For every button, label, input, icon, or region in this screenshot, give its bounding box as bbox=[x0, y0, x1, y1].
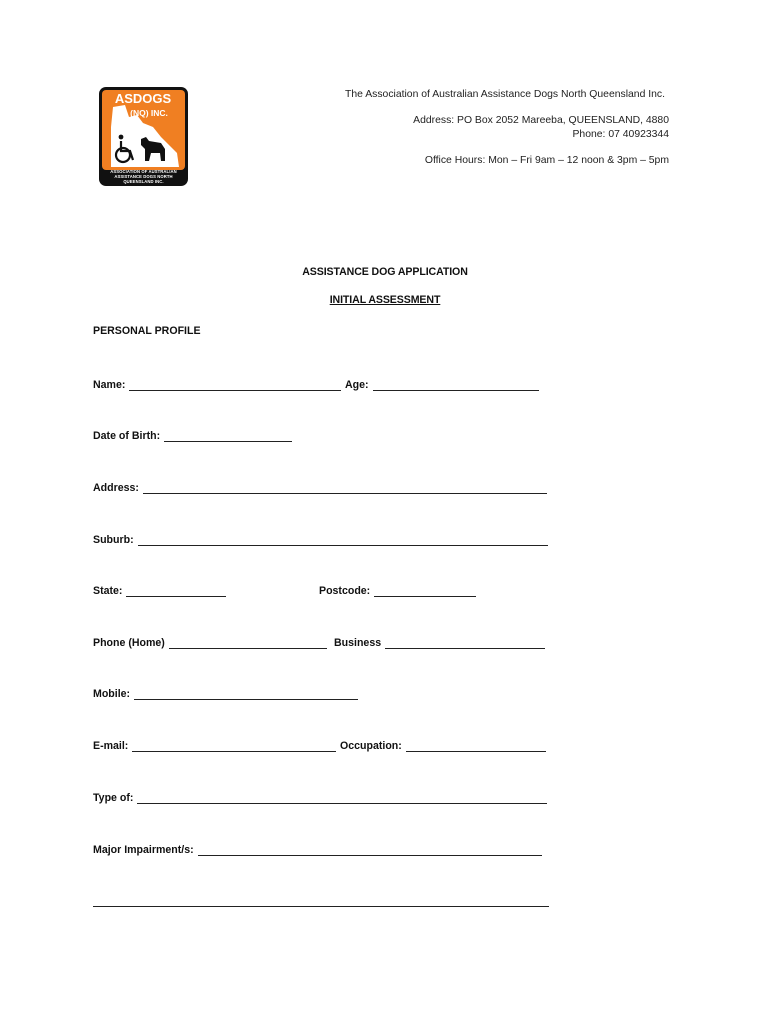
form-subtitle: INITIAL ASSESSMENT bbox=[329, 294, 441, 306]
suburb-input-line[interactable] bbox=[138, 534, 548, 546]
dob-label: Date of Birth: bbox=[93, 430, 161, 442]
phone-home-label: Phone (Home) bbox=[93, 637, 165, 649]
address-field[interactable] bbox=[93, 482, 547, 494]
type-of-label: Type of: bbox=[93, 792, 134, 804]
age-input-line[interactable] bbox=[373, 379, 539, 391]
org-phone: Phone: 07 40923344 bbox=[572, 129, 669, 140]
phone-home-input-line[interactable] bbox=[169, 637, 327, 649]
dob-input-line[interactable] bbox=[164, 430, 292, 442]
state-input-line[interactable] bbox=[126, 585, 226, 597]
name-label: Name: bbox=[93, 379, 126, 391]
impairment-extra-field[interactable] bbox=[93, 895, 549, 907]
occupation-input-line[interactable] bbox=[406, 740, 546, 752]
mobile-label: Mobile: bbox=[93, 688, 131, 700]
postcode-input-line[interactable] bbox=[374, 585, 476, 597]
impairment-label: Major Impairment/s: bbox=[93, 844, 194, 856]
occupation-field[interactable] bbox=[340, 740, 546, 752]
suburb-field[interactable] bbox=[93, 534, 548, 546]
impairment-field[interactable] bbox=[93, 844, 542, 856]
state-field[interactable] bbox=[93, 585, 226, 597]
type-of-input-line[interactable] bbox=[137, 792, 547, 804]
office-hours: Office Hours: Mon – Fri 9am – 12 noon & 3pm – 5pm bbox=[424, 155, 669, 166]
address-input-line[interactable] bbox=[143, 482, 547, 494]
form-title: ASSISTANCE DOG APPLICATION bbox=[302, 266, 468, 278]
impairment-extra-line[interactable] bbox=[93, 895, 549, 907]
impairment-input-line[interactable] bbox=[198, 844, 542, 856]
mobile-input-line[interactable] bbox=[134, 688, 358, 700]
mobile-field[interactable] bbox=[93, 688, 358, 700]
postcode-label: Postcode: bbox=[319, 585, 371, 597]
logo-footer: ASSOCIATION OF AUSTRALIAN ASSISTANCE DOGS NORTH QUEENSLAND INC. bbox=[110, 169, 177, 184]
phone-home-field[interactable] bbox=[93, 637, 327, 649]
business-input-line[interactable] bbox=[385, 637, 545, 649]
section-heading: PERSONAL PROFILE bbox=[93, 325, 201, 337]
postcode-field[interactable] bbox=[319, 585, 476, 597]
occupation-label: Occupation: bbox=[340, 740, 402, 752]
org-name: The Association of Australian Assistance Dogs North Queensland Inc. bbox=[345, 89, 665, 100]
asdogs-logo bbox=[99, 87, 188, 186]
email-field[interactable] bbox=[93, 740, 336, 752]
type-of-field[interactable] bbox=[93, 792, 547, 804]
suburb-label: Suburb: bbox=[93, 534, 134, 546]
business-label: Business bbox=[334, 637, 382, 649]
org-address: Address: PO Box 2052 Mareeba, QUEENSLAND, 4880 bbox=[413, 115, 669, 126]
logo-title: ASDOGS bbox=[114, 91, 172, 106]
address-label: Address: bbox=[93, 482, 139, 494]
age-field[interactable] bbox=[345, 379, 539, 391]
email-label: E-mail: bbox=[93, 740, 129, 752]
business-field[interactable] bbox=[334, 637, 545, 649]
state-label: State: bbox=[93, 585, 123, 597]
email-input-line[interactable] bbox=[132, 740, 336, 752]
dob-field[interactable] bbox=[93, 430, 292, 442]
logo-subtitle: (NQ) INC. bbox=[130, 108, 168, 118]
name-field[interactable] bbox=[93, 379, 341, 391]
age-label: Age: bbox=[345, 379, 369, 391]
name-input-line[interactable] bbox=[129, 379, 341, 391]
